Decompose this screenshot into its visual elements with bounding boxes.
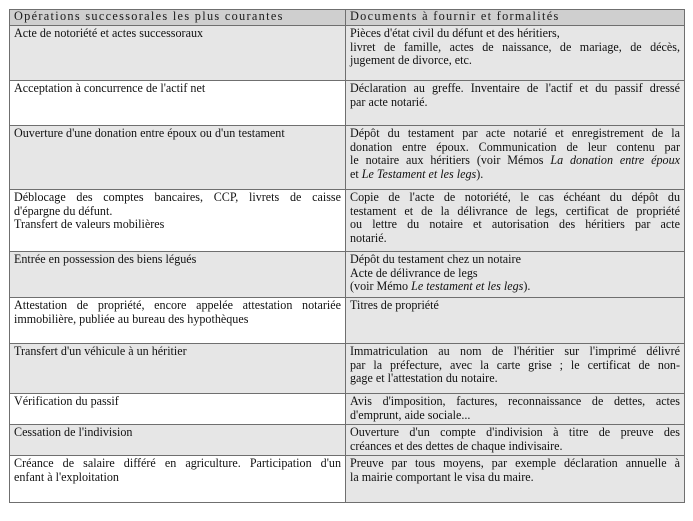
documents-text: d'emprunt, aide sociale... (350, 407, 471, 422)
memo-title: Le Testament et les legs (361, 166, 477, 181)
documents-text-part: le notaire aux héritiers (voir Mémos (350, 153, 551, 168)
succession-table (9, 9, 685, 503)
documents-cell (346, 394, 685, 425)
operation-text: Ouverture d'une donation entre époux ou d'un testament (14, 126, 285, 140)
operation-text: Acte de notoriété et actes successoraux (14, 26, 204, 40)
documents-cell (346, 26, 685, 81)
header-operations: Opérations successorales les plus courantes (10, 10, 346, 26)
documents-text: par la préfecture, avec la carte grise ; le certificat de non- (350, 357, 680, 372)
documents-text: Avis d'imposition, factures, reconnaissance de dettes, actes (350, 394, 680, 408)
documents-text: Preuve par tous moyens, par exemple déclaration annuelle à (350, 456, 680, 471)
documents-text: gage et l'attestation du notaire. (350, 371, 498, 386)
header-row (10, 10, 685, 26)
operation-text: immobilière, publiée au bureau des hypothèques (14, 311, 249, 326)
table-row (10, 190, 685, 252)
operation-text: enfant à l'exploitation (14, 469, 119, 484)
documents-text: ou lettre du notaire et autorisation des héritiers par acte (350, 217, 680, 232)
documents-text: donation entre époux. Communication de leur contenu par (350, 139, 680, 154)
memo-title: La donation entre époux (550, 153, 680, 168)
operation-text: Transfert de valeurs mobilières (14, 217, 165, 232)
table-row (10, 81, 685, 126)
operation-cell (10, 190, 346, 252)
documents-text: la mairie comportant le visa du maire. (350, 469, 534, 484)
operation-text: Cessation de l'indivision (14, 425, 133, 440)
documents-cell (346, 252, 685, 298)
documents-cell (346, 126, 685, 190)
operation-text: Vérification du passif (14, 394, 119, 408)
operation-text: d'épargne du défunt. (14, 203, 113, 218)
table-row (10, 26, 685, 81)
documents-text: par acte notarié. (350, 94, 428, 109)
table-row (10, 126, 685, 190)
documents-text-part: ). (476, 166, 484, 181)
documents-text: Titres de propriété (350, 298, 439, 312)
operation-text: Déblocage des comptes bancaires, CCP, livrets de caisse (14, 190, 341, 204)
operation-text: Attestation de propriété, encore appelée attestation notariée (14, 298, 341, 312)
documents-text-part: (voir Mémo (350, 279, 412, 294)
operation-cell (10, 344, 346, 394)
documents-text (350, 168, 680, 182)
documents-text: Pièces d'état civil du défunt et des héritiers, (350, 26, 560, 40)
documents-text-part: et (350, 166, 362, 181)
documents-cell (346, 298, 685, 344)
documents-text: notarié. (350, 230, 387, 245)
documents-text (350, 154, 680, 168)
documents-text-part: ). (523, 279, 531, 294)
operation-text: Créance de salaire différé en agriculture. Participation d'un (14, 456, 341, 471)
operation-cell (10, 81, 346, 126)
operation-cell (10, 394, 346, 425)
documents-text: Ouverture d'un compte d'indivision à titre de preuve des (350, 425, 680, 440)
documents-text: livret de famille, actes de naissance, de mariage, de décès, (350, 39, 680, 54)
documents-text: Dépôt du testament chez un notaire (350, 252, 521, 266)
operation-text: Acceptation à concurrence de l'actif net (14, 81, 206, 95)
table-row (10, 344, 685, 394)
documents-cell (346, 81, 685, 126)
operation-cell (10, 298, 346, 344)
documents-cell (346, 344, 685, 394)
documents-cell (346, 456, 685, 503)
table-row (10, 298, 685, 344)
table-row (10, 456, 685, 503)
operation-cell (10, 126, 346, 190)
documents-text: Immatriculation au nom de l'héritier sur l'imprimé délivré (350, 344, 680, 358)
header-documents: Documents à fournir et formalités (346, 10, 685, 26)
documents-text (350, 280, 680, 294)
operation-cell (10, 425, 346, 456)
operation-text: Transfert d'un véhicule à un héritier (14, 344, 187, 358)
documents-text: testament et de la délivrance de legs, certificat de propriété (350, 203, 680, 218)
operation-cell (10, 252, 346, 298)
documents-text: Acte de délivrance de legs (350, 265, 478, 280)
documents-text: créances et des dettes de chaque indivisaire. (350, 438, 563, 453)
documents-text: jugement de divorce, etc. (350, 53, 472, 68)
documents-text: Copie de l'acte de notoriété, le cas échéant du dépôt du (350, 190, 680, 204)
documents-text: Dépôt du testament par acte notarié et enregistrement de la (350, 126, 680, 140)
operation-cell (10, 26, 346, 81)
documents-cell (346, 425, 685, 456)
operation-cell (10, 456, 346, 503)
table-row (10, 252, 685, 298)
table-row (10, 394, 685, 425)
memo-title: Le testament et les legs (411, 279, 524, 294)
documents-text: Déclaration au greffe. Inventaire de l'actif et du passif dressé (350, 81, 680, 95)
table-row (10, 425, 685, 456)
documents-cell (346, 190, 685, 252)
operation-text: Entrée en possession des biens légués (14, 252, 197, 266)
